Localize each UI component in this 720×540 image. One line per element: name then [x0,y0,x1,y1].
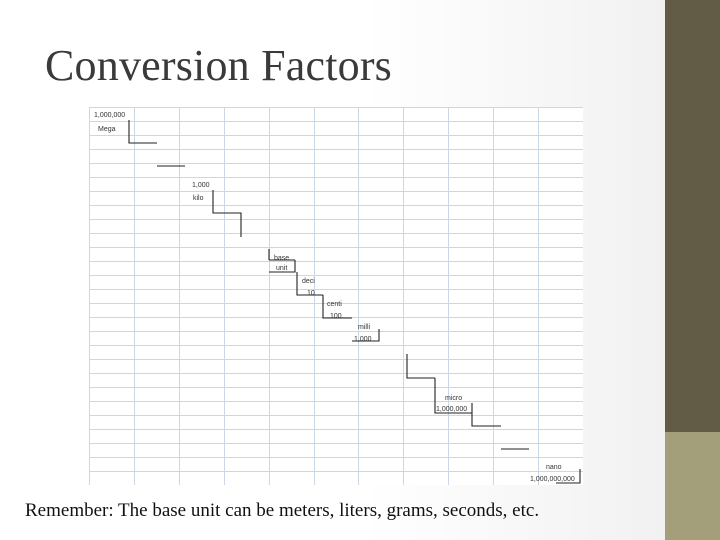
slide-title: Conversion Factors [45,41,393,90]
prefix-nano-value: 1,000,000,000 [530,476,575,483]
prefix-kilo-name: kilo [193,195,204,202]
prefix-mega-name: Mega [98,126,116,133]
prefix-milli-name: milli [358,324,371,331]
prefix-milli-value: 1,000 [354,336,372,343]
prefix-deci-name: deci [302,278,315,285]
prefix-micro-value: 1,000,000 [436,406,468,413]
prefix-base-unit: unit [276,265,288,272]
prefix-centi-value: 100 [330,313,342,320]
prefix-mega-value: 1,000,000 [94,112,126,119]
prefix-micro-name: micro [445,395,463,402]
reminder-note: Remember: The base unit can be meters, liters, grams, seconds, etc. [25,500,540,521]
prefix-base-name: base [274,255,290,262]
prefix-kilo-value: 1,000 [192,182,210,189]
sidebar-accent-top [665,0,720,432]
prefix-nano-name: nano [546,464,562,471]
sidebar-accent-bottom [665,432,720,540]
staircase-grid [89,107,583,485]
prefix-deci-value: 10 [307,290,315,297]
conversion-staircase [89,107,583,485]
prefix-centi-name: centi [327,301,342,308]
